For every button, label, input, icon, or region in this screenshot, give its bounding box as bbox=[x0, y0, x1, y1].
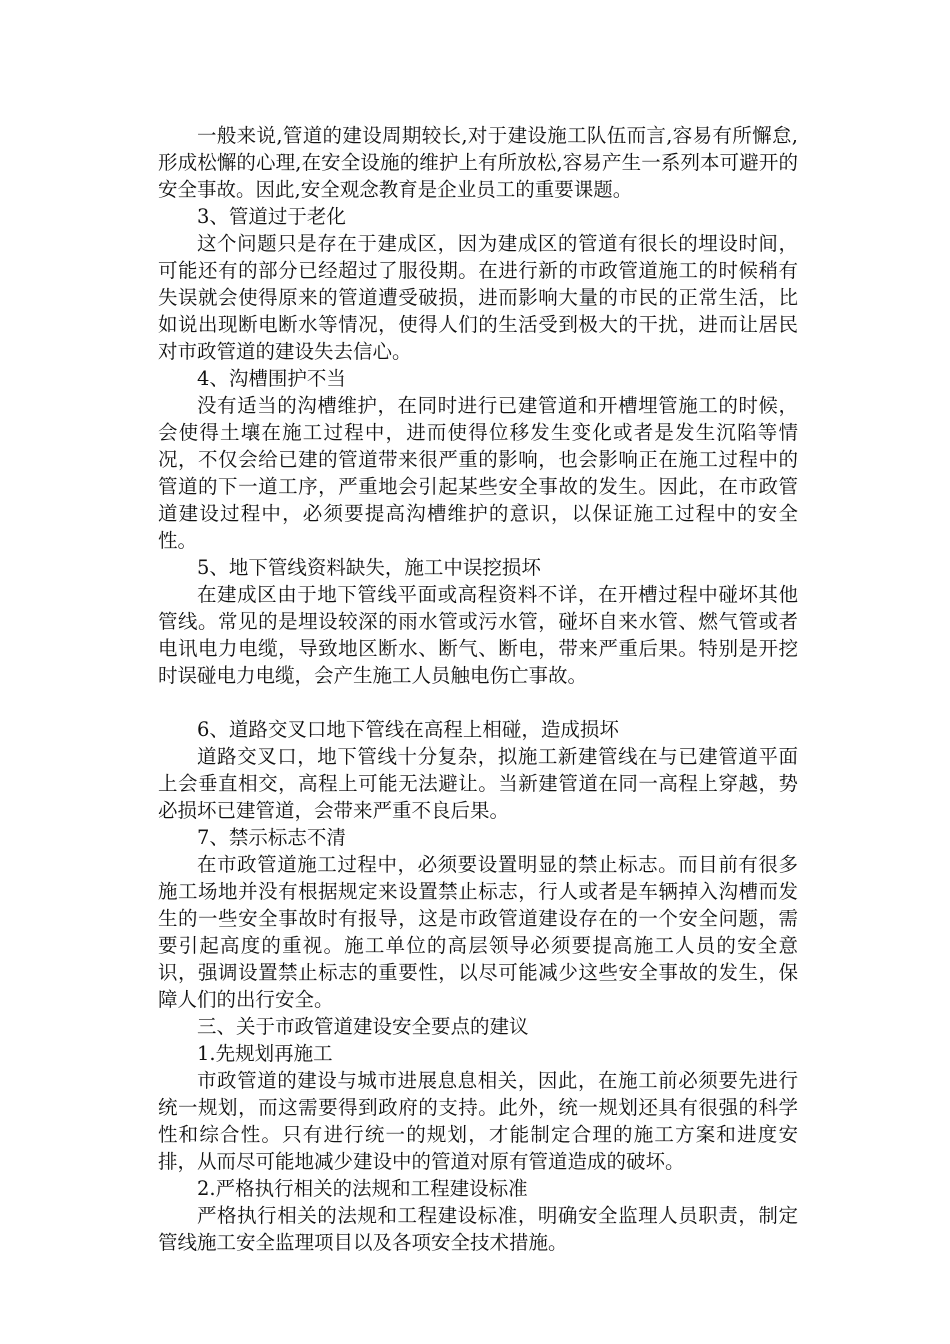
document-body bbox=[158, 122, 798, 1256]
paragraph-safety-awareness: 一般来说,管道的建设周期较长,对于建设施工队伍而言,容易有所懈怠,形成松懈的心理,在安全设施的维护上有所放松,容易产生一系列本可避开的安全事故。因此,安全观念教育是企业员工的重要课题。 bbox=[158, 124, 798, 201]
heading-section-three: 三、关于市政管道建设安全要点的建议 bbox=[197, 1015, 529, 1038]
paragraph-trench-protection: 没有适当的沟槽维护，在同时进行已建管道和开槽埋管施工的时候，会使得土壤在施工过程中，进而使得位移发生变化或者是发生沉陷等情况，不仅会给已建的管道带来很严重的影响，也会影响正在施工过程中的管道的下一道工序，严重地会引起某些安全事故的发生。因此，在市政管道建设过程中，必须要提高沟槽维护的意识，以保证施工过程中的安全性。 bbox=[158, 394, 798, 552]
paragraph-plan-first: 市政管道的建设与城市进展息息相关，因此，在施工前必须要先进行统一规划，而这需要得到政府的支持。此外，统一规划还具有很强的科学性和综合性。只有进行统一的规划，才能制定合理的施工方案和进度安排，从而尽可能地减少建设中的管道对原有管道造成的破坏。 bbox=[158, 1069, 798, 1173]
heading-standards: 2.严格执行相关的法规和工程建设标准 bbox=[197, 1177, 528, 1200]
heading-trench-protection: 4、沟槽围护不当 bbox=[197, 367, 346, 390]
paragraph-pipe-aging: 这个问题只是存在于建成区，因为建成区的管道有很长的埋设时间，可能还有的部分已经超过了服役期。在进行新的市政管道施工的时候稍有失误就会使得原来的管道遭受破损，进而影响大量的市民的正常生活，比如说出现断电断水等情况，使得人们的生活受到极大的干扰，进而让居民对市政管道的建设失去信心。 bbox=[158, 232, 798, 363]
heading-intersection-conflict: 6、道路交叉口地下管线在高程上相碰，造成损坏 bbox=[197, 718, 619, 741]
heading-missing-records: 5、地下管线资料缺失，施工中误挖损坏 bbox=[197, 556, 541, 579]
paragraph-missing-records: 在建成区由于地下管线平面或高程资料不详，在开槽过程中碰坏其他管线。常见的是埋设较深的雨水管或污水管，碰坏自来水管、燃气管或者电讯电力电缆，导致地区断水、断气、断电，带来严重后果。特别是开挖时误碰电力电缆，会产生施工人员触电伤亡事故。 bbox=[158, 583, 798, 687]
paragraph-gap bbox=[158, 689, 798, 716]
paragraph-standards: 严格执行相关的法规和工程建设标准，明确安全监理人员职责，制定管线施工安全监理项目以及各项安全技术措施。 bbox=[158, 1204, 798, 1254]
heading-warning-signs: 7、禁示标志不清 bbox=[197, 826, 346, 849]
paragraph-intersection-conflict: 道路交叉口，地下管线十分复杂，拟施工新建管线在与已建管道平面上会垂直相交，高程上可能无法避让。当新建管道在同一高程上穿越，势必损坏已建管道，会带来严重不良后果。 bbox=[158, 745, 798, 822]
heading-plan-first: 1.先规划再施工 bbox=[197, 1042, 333, 1065]
paragraph-warning-signs: 在市政管道施工过程中，必须要设置明显的禁止标志。而目前有很多施工场地并没有根据规定来设置禁止标志，行人或者是车辆掉入沟槽而发生的一些安全事故时有报导，这是市政管道建设存在的一个安全问题，需要引起高度的重视。施工单位的高层领导必须要提高施工人员的安全意识，强调设置禁止标志的重要性，以尽可能减少这些安全事故的发生，保障人们的出行安全。 bbox=[158, 853, 798, 1011]
heading-pipe-aging: 3、管道过于老化 bbox=[197, 205, 346, 228]
